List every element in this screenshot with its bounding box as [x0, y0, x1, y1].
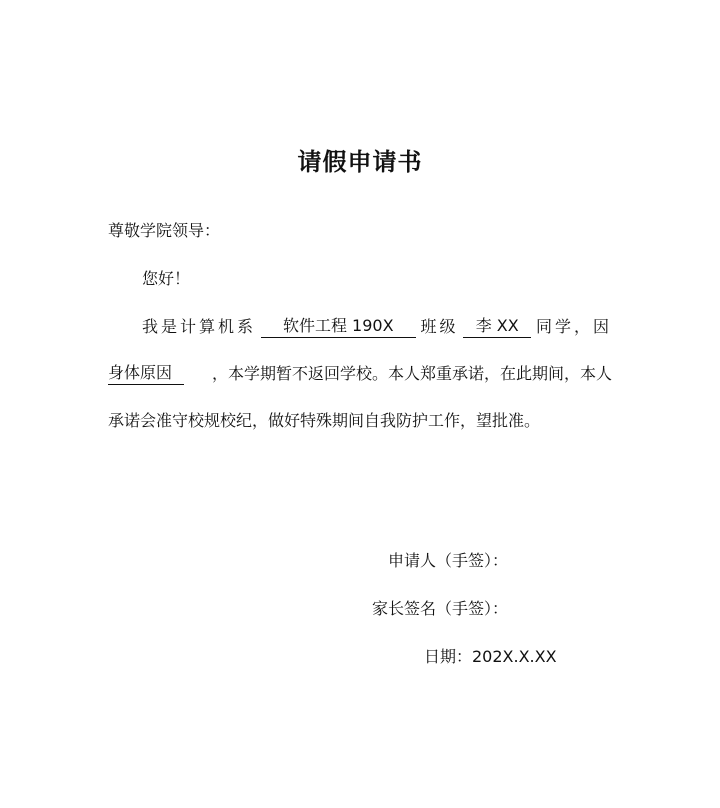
- class-label: 班级: [420, 317, 459, 336]
- greeting: 您好！: [142, 269, 191, 288]
- classmate-text: 同学，因: [535, 317, 612, 336]
- paragraph-line-3: 承诺会准守校规校纪，做好特殊期间自我防护工作，望批准。: [108, 411, 541, 430]
- reason-fill-field: 身体原因: [108, 363, 184, 385]
- paragraph-line-1: [142, 316, 612, 338]
- paragraph-line-2-text: ，本学期暂不返回学校。本人郑重承诺，在此期间，本人: [211, 364, 612, 383]
- student-name-fill-field: 李 XX: [463, 316, 531, 338]
- parent-signature-label: 家长签名（手签）：: [372, 599, 509, 618]
- salutation: 尊敬学院领导：: [108, 221, 221, 240]
- applicant-signature-label: 申请人（手签）：: [388, 551, 509, 570]
- date-label: 日期：202X.X.XX: [424, 647, 557, 666]
- paragraph-line-2: [108, 363, 612, 385]
- major-fill-field: 软件工程 190X: [261, 316, 416, 338]
- document-title: 请假申请书: [297, 148, 423, 176]
- intro-text: 我是计算机系: [142, 317, 257, 336]
